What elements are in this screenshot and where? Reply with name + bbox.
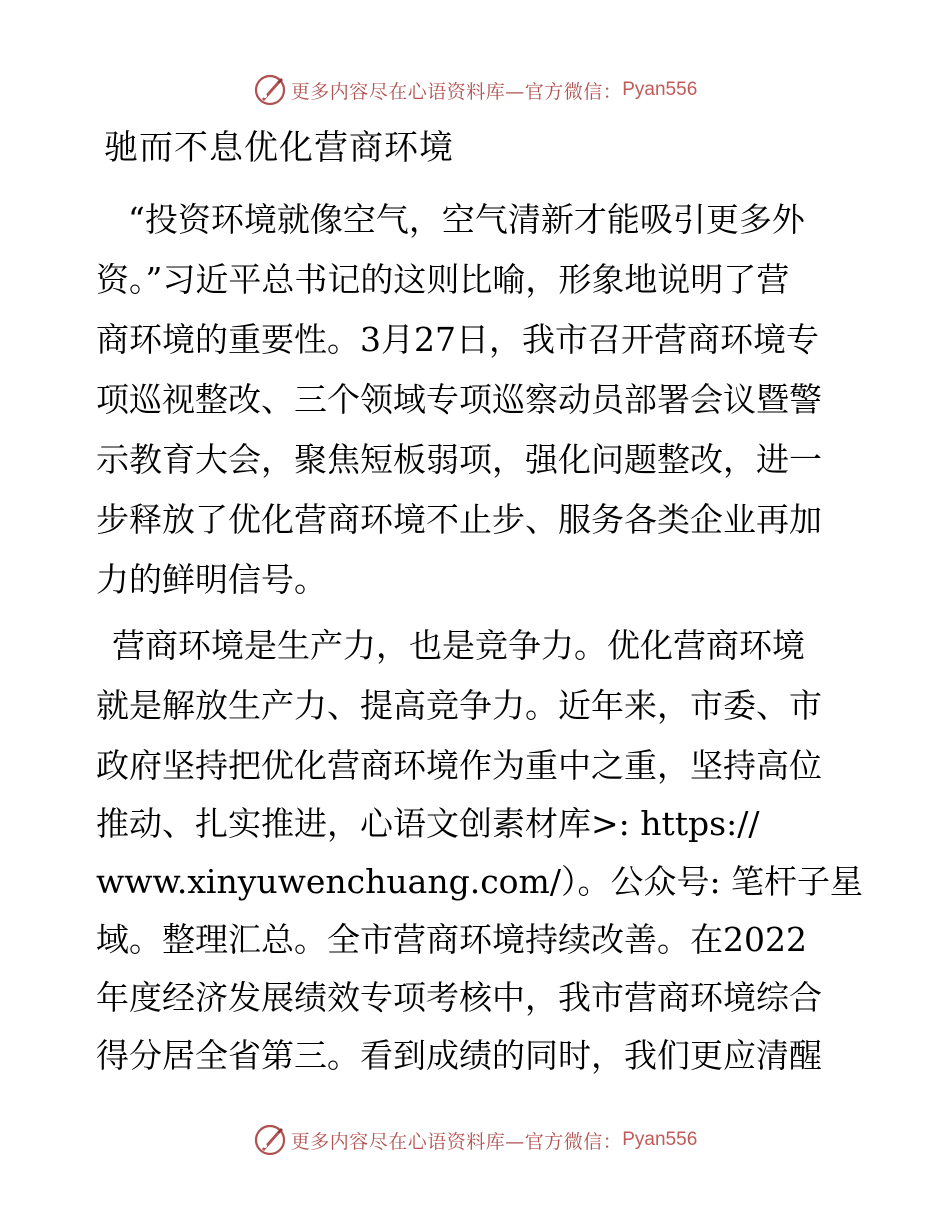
quill-pen-icon <box>253 1123 287 1157</box>
paragraph-line: 推动、扎实推进，心语文创素材库>: https:// <box>96 804 760 843</box>
paragraph-line: 年度经济发展绩效专项考核中，我市营商环境综合 <box>96 978 822 1017</box>
document-title: 驰而不息优化营商环境 <box>104 128 454 168</box>
paragraph-line: 示教育大会，聚焦短板弱项，强化问题整改，进一 <box>96 440 822 479</box>
paragraph-line: 政府坚持把优化营商环境作为重中之重，坚持高位 <box>96 746 822 785</box>
paragraph-line: 力的鲜明信号。 <box>96 560 327 599</box>
footer-watermark-banner <box>0 1118 950 1162</box>
paragraph-line: 商环境的重要性。3月27日，我市召开营商环境专 <box>96 320 819 359</box>
watermark-text: 更多内容尽在心语资料库—官方微信： <box>290 80 623 103</box>
paragraph-line: 项巡视整改、三个领域专项巡察动员部署会议暨警 <box>96 380 822 419</box>
watermark-text: 更多内容尽在心语资料库—官方微信： <box>290 1130 623 1153</box>
watermark-wechat-id: Pyan556 <box>622 1129 698 1150</box>
paragraph-line: 就是解放生产力、提高竞争力。近年来，市委、市 <box>96 686 822 725</box>
paragraph-line: 步释放了优化营商环境不止步、服务各类企业再加 <box>96 500 822 539</box>
paragraph-line: 域。整理汇总。全市营商环境持续改善。在2022 <box>96 920 807 959</box>
paragraph-line: www.xinyuwenchuang.com/）。公众号: 笔杆子星 <box>96 862 864 901</box>
header-watermark-banner <box>0 68 950 112</box>
paragraph-line: 资。”习近平总书记的这则比喻，形象地说明了营 <box>96 260 790 299</box>
quill-pen-icon <box>253 73 287 107</box>
watermark-wechat-id: Pyan556 <box>622 79 698 100</box>
paragraph-line: 营商环境是生产力，也是竞争力。优化营商环境 <box>112 626 805 665</box>
paragraph-line: 得分居全省第三。看到成绩的同时，我们更应清醒 <box>96 1036 822 1075</box>
paragraph-line: “投资环境就像空气，空气清新才能吸引更多外 <box>128 200 805 239</box>
